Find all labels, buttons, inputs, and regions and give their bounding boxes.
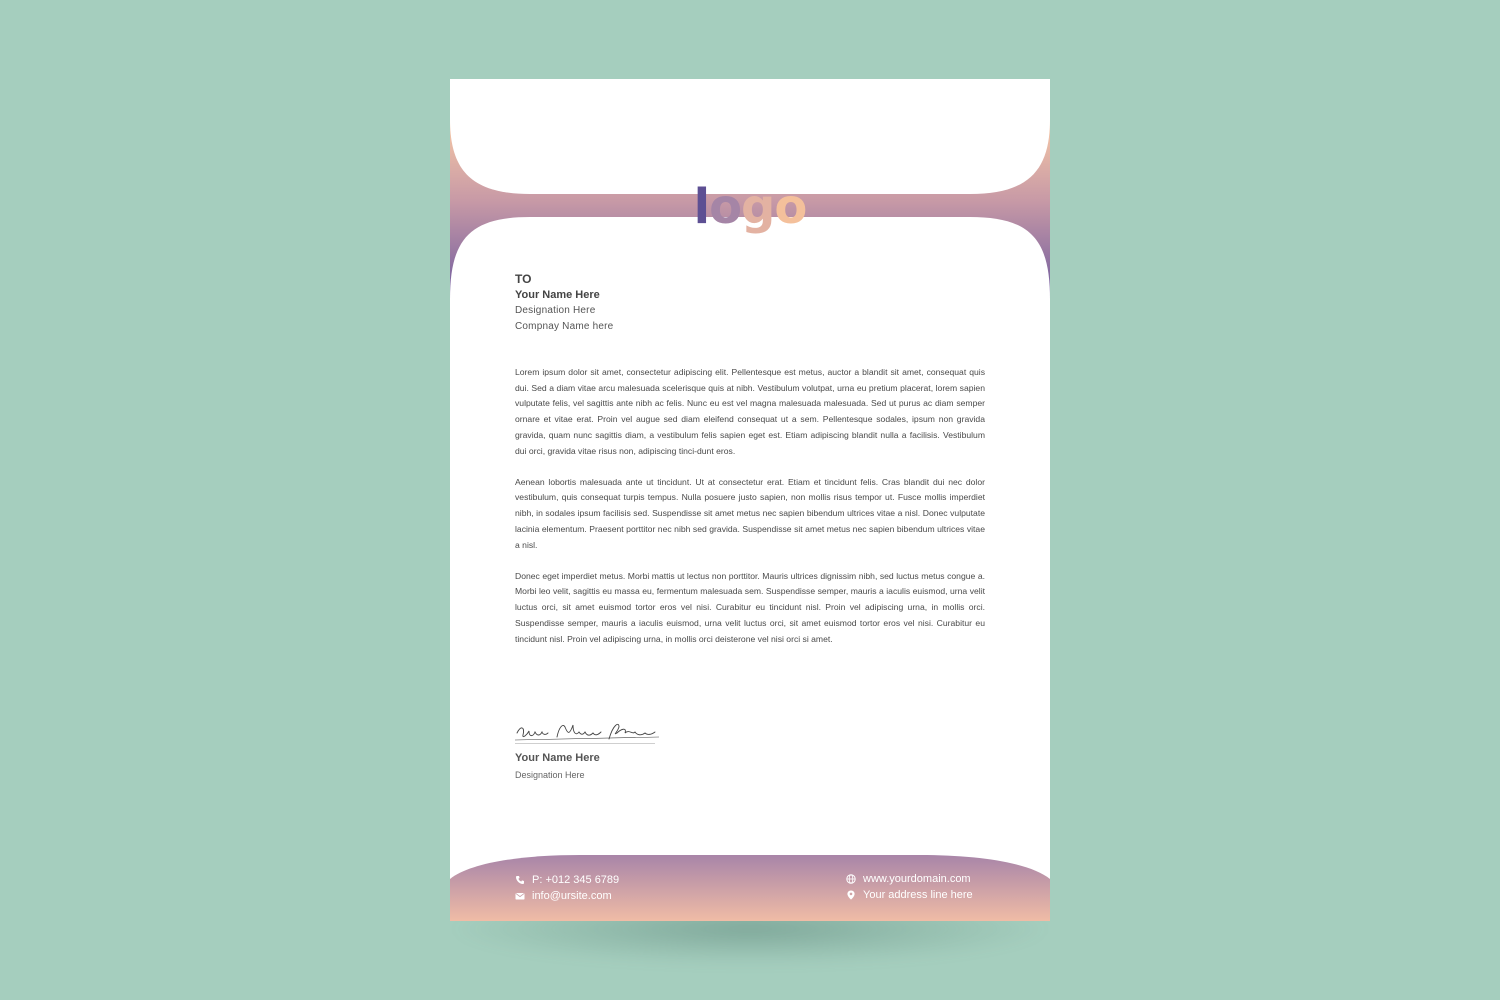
recipient-name: Your Name Here xyxy=(515,289,600,301)
body-paragraph: Lorem ipsum dolor sit amet, consectetur adipiscing elit. Pellentesque est metus, auctor a blandit sit amet, consequat quis dui. Sed a diam vitae arcu malesuada scelerisque quis at nibh. Vestibulum volutpat, urna eu pretium placerat, lorem sapien vulputate felis, vel sagittis ante nibh ac felis. Nunc eu est vel magna malesuada malesuada. Sed ut purus ac diam semper ornare et vitae erat. Proin vel augue sed diam eleifend consequat ut a sem. Pellentesque sodales, ipsum non gravida gravida, quam nunc sagittis diam, a vestibulum felis sapien eget est. Etiam adipiscing blandit nulla a facilisis. Vestibulum dui orci, gravida vitae risus non, adipiscing tinci-dunt eros. xyxy=(515,367,985,456)
location-pin-icon xyxy=(846,890,856,900)
recipient-block xyxy=(515,271,613,335)
email-text: info@ursite.com xyxy=(532,890,612,902)
signature-line xyxy=(515,743,655,744)
header-top-cap xyxy=(450,79,1050,194)
recipient-designation: Designation Here xyxy=(515,305,596,316)
logo-letter: o xyxy=(709,179,742,235)
phone-text: P: +012 345 6789 xyxy=(532,874,620,886)
recipient-company: Compnay Name here xyxy=(515,321,614,332)
footer-website xyxy=(846,871,971,887)
footer-email xyxy=(515,888,612,904)
to-label: TO xyxy=(515,272,532,286)
company-logo xyxy=(450,179,1050,235)
letter-body xyxy=(515,365,985,663)
footer-address xyxy=(846,887,973,903)
logo-letter: l xyxy=(693,179,710,235)
mail-icon xyxy=(515,891,525,901)
signer-designation: Designation Here xyxy=(515,770,585,780)
body-paragraph: Aenean lobortis malesuada ante ut tincidunt. Ut at consectetur erat. Etiam et tincidunt felis. Cras blandit dui nec dolor vestibulum, quis consequat turpis tempus. Nulla posuere justo sapien, non mollis risus tempor ut. Fusce mollis imperdiet nibh, in sodales ipsum facilisis sed. Suspendisse sit amet metus nec sapien bibendum ultrices vitae a nisl. Donec vulputate lacinia elementum. Praesent porttitor nec nibh sed gravida. Suspendisse sit amet metus nec sapien bibendum ultrices vitae a nisl. xyxy=(515,476,985,550)
website-text: www.yourdomain.com xyxy=(863,873,971,885)
phone-icon xyxy=(515,875,525,885)
logo-letter: g xyxy=(741,179,775,235)
logo-letter: o xyxy=(774,179,807,235)
body-paragraph: Donec eget imperdiet metus. Morbi mattis ut lectus non porttitor. Mauris ultrices dignissim nibh, sed luctus metus congue a. Morbi leo velit, sagittis eu massa eu, fermentum malesuada sem. Suspendisse semper, mauris a iaculis euismod, urna velit luctus orci, sit amet euismod tortor eros vel nisi. Curabitur eu tincidunt nisl. Proin vel adipiscing urna, in mollis orci. Suspendisse semper, mauris a iaculis euismod, urna velit luctus orci, sit amet euismod tortor eros vel nisi. Curabitur eu tincidunt nisl. Proin vel adipiscing urna, in mollis orci deisterone vel nisi orci si amet. xyxy=(515,570,985,644)
letterhead-page xyxy=(450,79,1050,921)
globe-icon xyxy=(846,874,856,884)
signer-name: Your Name Here xyxy=(515,752,600,764)
footer-phone xyxy=(515,872,619,888)
address-text: Your address line here xyxy=(863,889,973,901)
